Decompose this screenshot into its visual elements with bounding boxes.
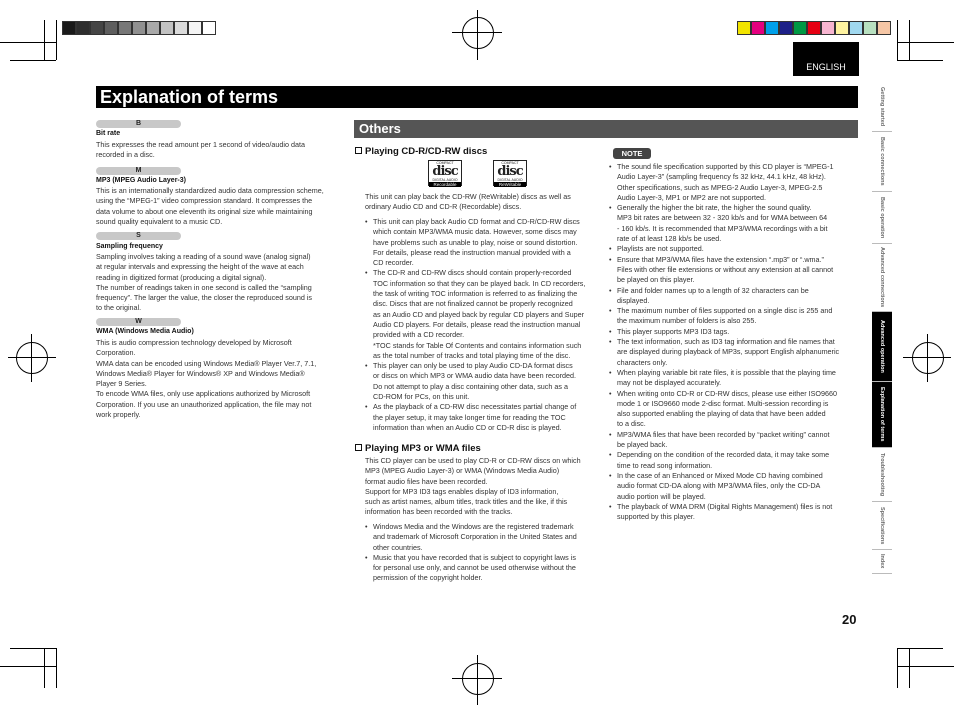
list-item: • This unit can play back Audio CD format and CD-R/CD-RW discs which contain MP3/WMA music data. However, some discs may have problems such as unable to play, noise or sound distortion. For details, please read the instruction manual provided with a CD recorder.: [365, 217, 601, 268]
page-number: 20: [842, 612, 857, 627]
language-tab[interactable]: [793, 42, 859, 76]
glossary-term-wma: WMA (Windows Media Audio): [96, 328, 194, 335]
color-swatch: [863, 21, 877, 35]
side-tab-troubleshooting[interactable]: Troubleshooting: [872, 448, 892, 502]
color-swatch: [188, 21, 202, 35]
list-item: • MP3/WMA files that have been recorded by “packet writing” cannot be played back.: [609, 430, 859, 451]
color-swatch: [132, 21, 146, 35]
color-swatch: [146, 21, 160, 35]
list-item: • When playing variable bit rate files, it is possible that the playing time may not be displayed accurately.: [609, 368, 859, 389]
list-item: • In the case of an Enhanced or Mixed Mode CD having combined audio format CD-DA along with MP3/WMA files, only the CD-DA audio portion will be played.: [609, 471, 859, 502]
cd-rewritable-logo: COMPACT disc DIGITAL AUDIO ReWritable: [493, 160, 527, 186]
cd-section-intro: This unit can play back the CD-RW (ReWritable) discs as well as ordinary Audio CD and CD-R (Recordable) discs.: [365, 192, 571, 212]
color-swatch: [751, 21, 765, 35]
color-swatch: [877, 21, 891, 35]
list-item: • As the playback of a CD-RW disc necessitates partial change of the player setup, it may take longer time for reading the TOC information than when an Audio CD or CD-R disc is played.: [365, 402, 601, 433]
mp3-section-heading: Playing MP3 or WMA files: [355, 443, 481, 454]
side-tab-explanation-of-terms[interactable]: Explanation of terms: [872, 382, 892, 448]
color-swatch: [821, 21, 835, 35]
glossary-text-wma: This is audio compression technology developed by Microsoft Corporation. WMA data can be encoded using Windows Media® Player Ver.7, 7.1, Windows Media® Player for Windows® XP and Windows Media® Player 9 Series. To encode WMA files, only use applications authorized by Microsoft Corporation. If you use an unauthorized application, the file may not work properly.: [96, 338, 317, 420]
list-item: • The sound file specification supported by this CD player is “MPEG-1 Audio Layer-3” (sampling frequency fs 32 kHz, 44.1 kHz, 48 kHz). Other specifications, such as MPEG-2 Audio Layer-3, MPEG-2.5 Audio Layer-3, MP1 or MP2 are not supported.: [609, 162, 859, 203]
list-item: • This player supports MP3 ID3 tags.: [609, 327, 859, 337]
side-tab-getting-started[interactable]: Getting started: [872, 82, 892, 132]
list-item: • File and folder names up to a length of 32 characters can be displayed.: [609, 286, 859, 307]
glossary-text-sampling-frequency: Sampling involves taking a reading of a sound wave (analog signal) at regular intervals and expressing the height of the wave at each reading in digitized format (producing a digital signal). The number of readings taken in one second is called the “sampling frequency”. The larger the value, the closer the reproduced sound is to the original.: [96, 252, 313, 313]
color-swatch: [835, 21, 849, 35]
glossary-letter-b: B: [96, 120, 181, 128]
glossary-letter-s: S: [96, 232, 181, 240]
color-swatch-bar: [737, 21, 891, 35]
note-bullets: [609, 162, 859, 522]
list-item: • Windows Media and the Windows are the registered trademark and trademark of Microsoft Corporation in the United States and other countries.: [365, 522, 601, 553]
mp3-section-paragraph: This CD player can be used to play CD-R or CD-RW discs on which MP3 (MPEG Audio Layer-3) or WMA (Windows Media Audio) format audio files have been recorded. Support for MP3 ID3 tags enables display of ID3 information, such as artist names, album titles, track titles and the like, if this information has been recorded with the tracks.: [365, 456, 581, 517]
list-item: • Ensure that MP3/WMA files have the extension “.mp3” or “.wma.” Files with other file extensions or without any extension at all cannot be played on this player.: [609, 255, 859, 286]
list-item: • Generally the higher the bit rate, the higher the sound quality. MP3 bit rates are between 32 - 320 kb/s and for WMA between 64 - 160 kb/s. It is recommended that MP3/WMA recordings with a bit rate of at least 128 kb/s be used.: [609, 203, 859, 244]
glossary-text-bit-rate: This expresses the read amount per 1 second of video/audio data recorded in a disc.: [96, 140, 305, 160]
glossary-letter-m: M: [96, 167, 181, 175]
side-tab-basic-operation[interactable]: Basic operation: [872, 192, 892, 244]
color-swatch: [202, 21, 216, 35]
glossary-letter-w: W: [96, 318, 181, 326]
color-swatch: [793, 21, 807, 35]
list-item: • Music that you have recorded that is subject to copyright laws is for personal use only, and cannot be used otherwise without the permission of the copyright holder.: [365, 553, 601, 584]
glossary-term-sampling-frequency: Sampling frequency: [96, 243, 163, 250]
side-tab-specifications[interactable]: Specifications: [872, 502, 892, 550]
others-section-title: Others: [354, 120, 858, 138]
checkbox-icon: [355, 147, 362, 154]
color-swatch: [104, 21, 118, 35]
side-tab-basic-connections[interactable]: Basic connections: [872, 132, 892, 192]
glossary-term-bit-rate: Bit rate: [96, 130, 121, 137]
checkbox-icon: [355, 444, 362, 451]
mp3-section-bullets: [365, 522, 601, 584]
cd-section-heading: Playing CD-R/CD-RW discs: [355, 146, 487, 157]
cd-recordable-logo: COMPACT disc DIGITAL AUDIO Recordable: [428, 160, 462, 186]
color-swatch: [90, 21, 104, 35]
color-swatch: [849, 21, 863, 35]
glossary-term-mp3: MP3 (MPEG Audio Layer-3): [96, 177, 186, 184]
color-swatch: [118, 21, 132, 35]
color-swatch: [62, 21, 76, 35]
list-item: • The maximum number of files supported on a single disc is 255 and the maximum number of folders is also 255.: [609, 306, 859, 327]
list-item: • The playback of WMA DRM (Digital Rights Management) files is not supported by this player.: [609, 502, 859, 523]
color-swatch: [765, 21, 779, 35]
page-title: Explanation of terms: [96, 86, 858, 108]
cd-section-bullets: [365, 217, 601, 433]
side-tab-index[interactable]: Index: [872, 550, 892, 574]
gray-swatch-bar: [62, 21, 216, 35]
color-swatch: [160, 21, 174, 35]
color-swatch: [76, 21, 90, 35]
list-item: • When writing onto CD-R or CD-RW discs, please use either ISO9660 mode 1 or ISO9660 mode 2-disc format. Multi-session recording is also supported enabling the playing of data that have been added to a disc.: [609, 389, 859, 430]
color-swatch: [779, 21, 793, 35]
list-item: • This player can only be used to play Audio CD-DA format discs or discs on which MP3 or WMA audio data have been recorded. Do not attempt to play a disc containing other data, such as a CD-ROM for PCs, on this unit.: [365, 361, 601, 402]
list-item: • Depending on the condition of the recorded data, it may take some time to read song information.: [609, 450, 859, 471]
side-tab-advanced-operation[interactable]: Advanced operation: [872, 312, 892, 382]
language-label: ENGLISH: [806, 62, 846, 72]
glossary-text-mp3: This is an internationally standardized audio data compression scheme, using the “MPEG-1” video compression standard. It compresses the data volume to about one eleventh its original size while maintaining sound quality equivalent to a music CD.: [96, 186, 324, 226]
side-tab-advanced-connections[interactable]: Advanced connections: [872, 244, 892, 312]
color-swatch: [807, 21, 821, 35]
list-item: • The text information, such as ID3 tag information and file names that are displayed during playback of MP3s, support English alphanumeric characters only.: [609, 337, 859, 368]
color-swatch: [174, 21, 188, 35]
note-badge: NOTE: [613, 148, 651, 159]
color-swatch: [737, 21, 751, 35]
list-item: • Playlists are not supported.: [609, 244, 859, 254]
list-item: • The CD-R and CD-RW discs should contain properly-recorded TOC information so that they can be played back. In CD recorders, the task of writing TOC information is referred to as finalizing the disc. Discs that are not finalized cannot be properly recognized as an Audio CD and played back by regular CD players and Super Audio CD players. For details, please read the instruction manual provided with a CD recorder. *TOC stands for Table Of Contents and contains information such as the total number of tracks and total playing time of the disc.: [365, 268, 601, 361]
